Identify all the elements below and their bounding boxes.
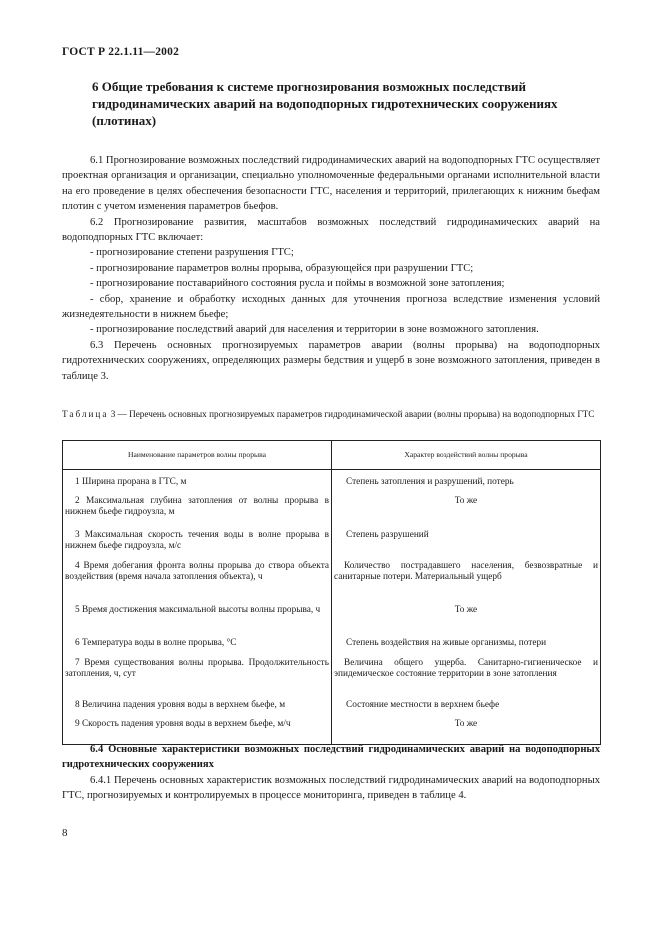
table-row: [63, 653, 601, 695]
page-number: 8: [62, 827, 68, 839]
table-cell-param: 9 Скорость падения уровня воды в верхнем бьефе, м/ч: [63, 715, 332, 745]
table-cell-param: 6 Температура воды в волне прорыва, °С: [63, 633, 332, 653]
list-item: - прогнозирование параметров волны прорыва, образующейся при разрушении ГТС;: [90, 262, 474, 274]
table-row: [63, 633, 601, 653]
table-cell-param: 7 Время существования волны прорыва. Продолжительность затопления, ч, сут: [63, 653, 332, 695]
table-cell-effect: То же: [332, 715, 601, 745]
section-body: [62, 153, 600, 384]
table-row: [63, 557, 601, 601]
subsection-6-4: [62, 742, 600, 804]
table-row: [63, 715, 601, 745]
table-row: [63, 695, 601, 715]
table-cell-effect: Степень воздействия на живые организмы, потери: [332, 633, 601, 653]
table-cell-effect: Состояние местности в верхнем бьефе: [332, 695, 601, 715]
table-caption-text: 3 — Перечень основных прогнозируемых параметров гидродинамической аварии (волны прорыва) на водоподпорных ГТС: [110, 409, 595, 419]
table-row: [63, 470, 601, 491]
paragraph-6-4-1: 6.4.1 Перечень основных характеристик возможных последствий гидродинамических аварий на водоподпорных ГТС, прогнозируемых и контролируемых в процессе мониторинга, приведен в таблице 4.: [62, 774, 600, 802]
table-cell-param: 8 Величина падения уровня воды в верхнем бьефе, м: [63, 695, 332, 715]
section-title: 6 Общие требования к системе прогнозирования возможных последствий гидродинамических аварий на водоподпорных гидротехнических сооружениях (плотинах): [92, 79, 558, 128]
table-caption: [62, 408, 600, 421]
table-cell-param: 2 Максимальная глубина затопления от волны прорыва в нижнем бьефе гидроузла, м: [63, 491, 332, 527]
table-cell-effect: То же: [332, 601, 601, 633]
column-header-effect: Характер воздействий волны прорыва: [332, 441, 601, 470]
table-cell-param: 3 Максимальная скорость течения воды в волне прорыва в нижнем бьефе гидроузла, м/с: [63, 527, 332, 557]
table-cell-param: 1 Ширина прорана в ГТС, м: [63, 470, 332, 491]
standard-header: ГОСТ Р 22.1.11—2002: [62, 46, 180, 58]
subsection-title: 6.4 Основные характеристики возможных последствий гидродинамических аварий на водоподпорных гидротехнических сооружениях: [62, 744, 600, 771]
list-item: - прогнозирование степени разрушения ГТС;: [90, 247, 294, 259]
table-cell-effect: Величина общего ущерба. Санитарно-гигиеническое и эпидемическое состояние территории в зоне затопления: [332, 653, 601, 695]
table-caption-label: Таблица: [62, 409, 109, 419]
table-row: [63, 601, 601, 633]
list-item: - сбор, хранение и обработку исходных данных для уточнения прогноза вследствие изменения условий жизнедеятельности в нижнем бьефе;: [62, 293, 600, 321]
table-row: [63, 491, 601, 527]
table-header-row: [63, 441, 601, 470]
table-row: [63, 527, 601, 557]
list-item: - прогнозирование поставарийного состояния русла и поймы в возможной зоне затопления;: [90, 278, 505, 290]
table-cell-param: 4 Время добегания фронта волны прорыва до створа объекта воздействия (время начала затопления объекта), ч: [63, 557, 332, 601]
paragraph-6-3: 6.3 Перечень основных прогнозируемых параметров аварии (волны прорыва) на водоподпорных гидротехнических сооружениях, определяющих размеры бедствия и ущерб в зоне возможного затопления, приведен в таблице 3.: [62, 339, 600, 382]
table-cell-effect: Степень разрушений: [332, 527, 601, 557]
list-item: - прогнозирование последствий аварий для населения и территории в зоне возможного затопления.: [90, 324, 539, 336]
table-cell-effect: То же: [332, 491, 601, 527]
table-3: [62, 440, 601, 745]
table-cell-param: 5 Время достижения максимальной высоты волны прорыва, ч: [63, 601, 332, 633]
column-header-parameter: Наименование параметров волны прорыва: [63, 441, 332, 470]
paragraph-6-1: 6.1 Прогнозирование возможных последствий гидродинамических аварий на водоподпорных ГТС осуществляет проектная организация и организации, специально уполномоченные федеральными органами исполнительной власти на его проведение в целях обеспечения безопасности ГТС, населения и территорий, прилегающих к нижним бьефам плотин с учетом изменения параметров бьефов.: [62, 155, 600, 213]
table-cell-effect: Степень затопления и разрушений, потерь: [332, 470, 601, 491]
table-cell-effect: Количество пострадавшего населения, безвозвратные и санитарные потери. Материальный ущерб: [332, 557, 601, 601]
paragraph-6-2: 6.2 Прогнозирование развития, масштабов возможных последствий гидродинамических аварий на водоподпорных ГТС включает:: [62, 216, 600, 244]
